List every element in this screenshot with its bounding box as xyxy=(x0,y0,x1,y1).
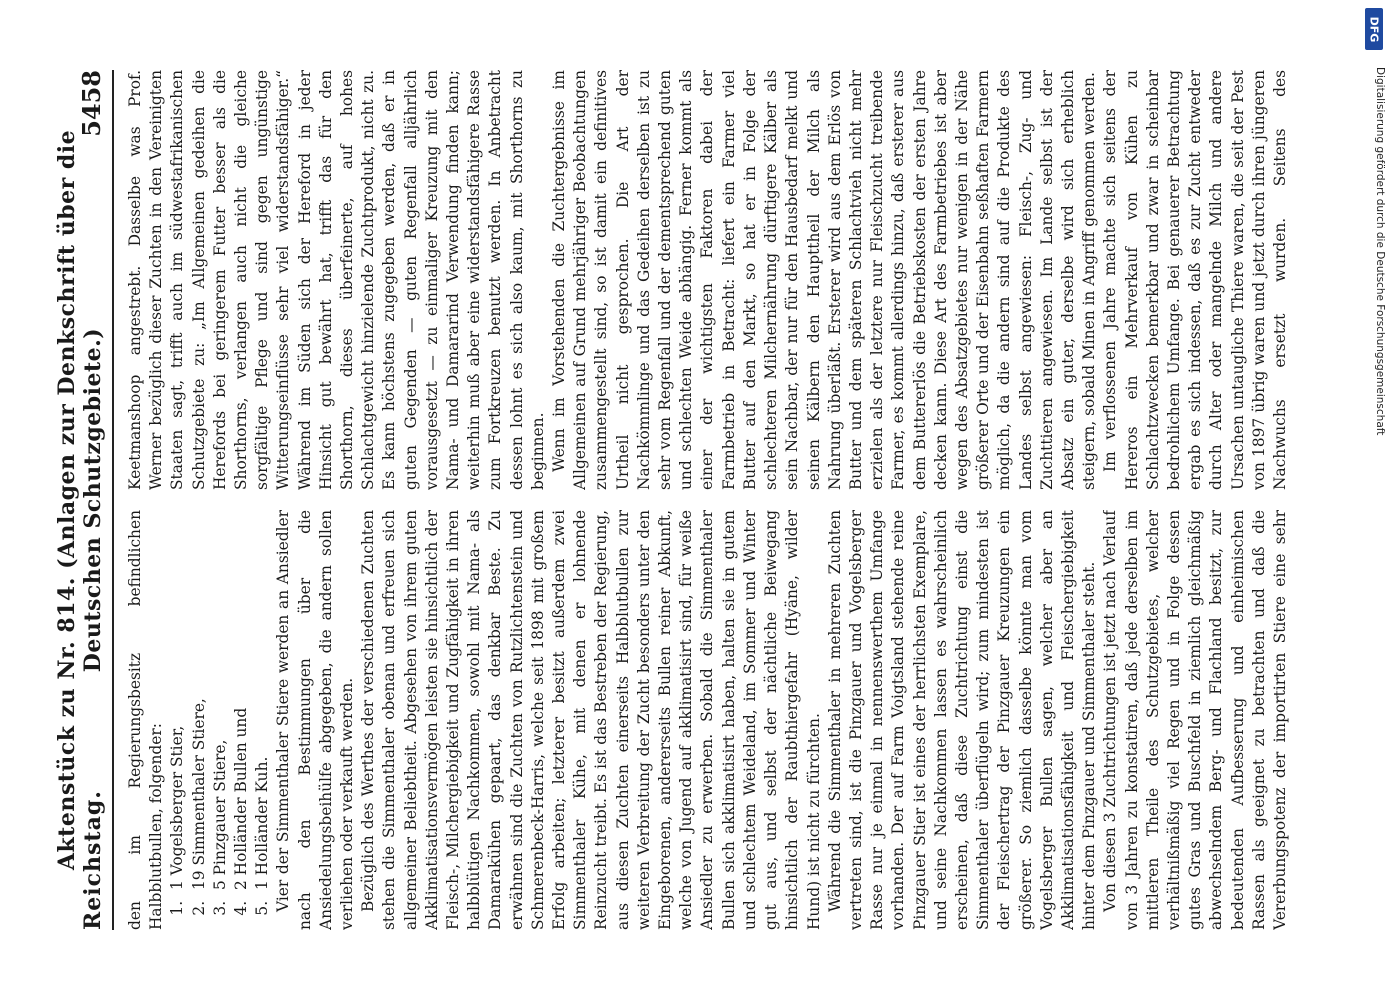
list-item: 2. 19 Simmenthaler Stiere, xyxy=(189,510,210,896)
list-item: 5. 1 Holländer Kuh. xyxy=(252,510,273,896)
right-column xyxy=(125,70,1290,490)
left-column xyxy=(125,510,1290,930)
dfg-logo-icon: DFG xyxy=(1365,8,1383,50)
list-item: 4. 2 Holländer Bullen und xyxy=(231,510,252,896)
page-number: 5458 xyxy=(77,70,106,137)
header-left: Reichstag. xyxy=(80,790,106,930)
paragraph: Von diesen 3 Zuchtrichtungen ist jetzt nach Verlauf von 3 Jahren zu konstatiren, daß jede derselben im mittleren Theile des Schutzgebietes, welcher verhältnißmäßig viel Regen und in Folge dessen gutes Gras und Buschfeld in ziemlich gleichmäßig abwechselndem Berg- und Flachland besitzt, zur bedeutenden Aufbesserung und einheimischen Rassen als geeignet zu betrachten und daß die Vererbungspotenz der importirten Stiere eine sehr xyxy=(1101,510,1289,930)
list-item: 1. 1 Vogelsberger Stier, xyxy=(167,510,188,896)
paragraph: Bezüglich des Werthes der verschiedenen Zuchten stehen die Simmenthaler obenan und erfreuen sich allgemeiner Beliebtheit. Abgesehen von ihrem guten Akklimatisationsvermögen leisten sie hinsichtlich der Fleisch-, Milchergiebigkeit und Zugfähigkeit in ihren halbblütigen Nachkommen, sowohl mit Nama- als Damarakühen gepaart, das denkbar Beste. Zu erwähnen sind die Zuchten von Rutzlichtenstein und Schmerenbeck-Harris, welche seit 1898 mit großem Erfolg arbeiten; letzterer besitzt außerdem zwei Simmenthaler Kühe, mit denen er lohnende Reinzucht treibt. Es ist das Bestreben der Regierung, aus diesen Zuchten einerseits Halbblutbullen zur weiteren Verbreitung der Zucht besonders unter den Eingeborenen, andererseits Bullen reiner Abkunft, welche von Jugend auf akklimatisirt sind, für weiße Ansiedler zu erwerben. Sobald die Simmenthaler Bullen sich akklimatisirt haben, halten sie in gutem und schlechtem Weideland, im Sommer und Winter gut aus, und selbst der nächtliche Beiwegang hinsichtlich der Raubthiergefahr (Hyäne, wilder Hund) ist nicht zu fürchten. xyxy=(359,510,823,930)
paragraph: Im verflossenen Jahre machte sich seitens der Hereros ein Mehrverkauf von Kühen zu Schlachtzwecken bemerkbar und zwar in scheinbar bedrohlichem Umfange. Bei genauerer Betrachtung ergab es sich indessen, daß es zur Zucht entweder durch Alter oder mangelnde Milch und andere Ursachen untaugliche Thiere waren, die seit der Pest von 1897 übrig waren und jetzt durch ihren jüngeren Nachwuchs ersetzt wurden. Seitens des xyxy=(1101,70,1289,490)
paragraph: Vier der Simmenthaler Stiere werden an Ansiedler nach den Bestimmungen über die Ansiedelungsbeihülfe abgegeben, die andern sollen verliehen oder verkauft werden. xyxy=(274,510,357,930)
paragraph: Keetmanshoop angestrebt. Dasselbe was Prof. Werner bezüglich dieser Zuchten in den Vereinigten Staaten sagt, trifft auch im südwestafrikanischen Schutzgebiete zu: „Im Allgemeinen gedeihen die Herefords bei geringerem Futter besser als die Shorthorns, verlangen auch nicht die gleiche sorgfältige Pflege und sind gegen ungünstige Witterungseinflüsse sehr viel widerstandsfähiger.“ Während im Süden sich der Hereford in jeder Hinsicht gut bewährt hat, trifft das für den Shorthorn, dieses überfeinerte, auf hohes Schlachtgewicht hinzielende Zuchtprodukt, nicht zu. Es kann höchstens zugegeben werden, daß er in guten Gegenden — guten Regenfall alljährlich vorausgesetzt — zu einmaliger Kreuzung mit den Nama- und Damararind Verwendung finden kann; weiterhin muß aber eine widerstandsfähigere Rasse zum Fortkreuzen benutzt werden. In Anbetracht dessen lohnt es sich also kaum, mit Shorthorns zu beginnen. xyxy=(126,70,547,490)
page-header xyxy=(54,70,114,930)
digitization-note: Digitalisierung gefördert durch die Deutsche Forschungsgemeinschaft xyxy=(1374,67,1386,436)
digitization-sidebar xyxy=(1363,0,1389,1000)
header-title: Aktenstück zu Nr. 814. (Anlagen zur Denkschrift über die Deutschen Schutzgebiete.) xyxy=(54,129,106,871)
left-intro: den im Regierungsbesitz befindlichen Halbblutbullen, folgender: xyxy=(126,510,166,930)
paragraph: Wenn im Vorstehenden die Zuchtergebnisse im Allgemeinen auf Grund mehrjähriger Beobachtungen zusammengestellt sind, so ist damit ein definitives Urtheil nicht gesprochen. Die Art der Nachkömmlinge und das Gedeihen derselben ist zu sehr vom Regenfall und der dementsprechend guten und schlechten Weide abhängig. Ferner kommt als einer der wichtigsten Faktoren dabei der Farmbetrieb in Betracht: liefert ein Farmer viel Butter auf den Markt, so hat er in Folge der schlechteren Milchernährung dürftigere Kälber als sein Nachbar, der nur für den Hausbedarf melkt und seinen Kälbern den Haupttheil der Milch als Nahrung überläßt. Ersterer wird aus dem Erlös von Butter und dem späteren Schlachtvieh nicht mehr erzielen als der letztere nur Fleischzucht treibende Farmer, es kommt allerdings hinzu, daß ersterer aus dem Buttererlös die Betriebskosten der ersten Jahre decken kann. Diese Art des Farmbetriebes ist aber wegen des Absatzgebietes nur wenigen in der Nähe größerer Orte und der Eisenbahn seßhaften Farmern möglich, da die andern sind auf die Produkte des Landes selbst angewiesen: Fleisch-, Zug- und Zuchttieren angewiesen. Im Lande selbst ist der Absatz ein guter, derselbe wird sich erheblich steigern, sobald Minen in Angriff genommen werden. xyxy=(550,70,1099,490)
list-item: 3. 5 Pinzgauer Stiere, xyxy=(210,510,231,896)
paragraph: Während die Simmenthaler in mehreren Zuchten vertreten sind, ist die Pinzgauer und Vogelsberger Rasse nur je einmal in nennenswerthem Umfange vorhanden. Der auf Farm Voigtsland stehende reine Pinzgauer Stier ist eines der herrlichsten Exemplare, und seine Nachkommen lassen es wahrscheinlich erscheinen, daß diese Zuchtrichtung einst die Simmenthaler überflügeln wird; zum mindesten ist der Fleischertrag der Pinzgauer Kreuzungen ein größerer. So ziemlich dasselbe könnte man vom Vogelsberger Bullen sagen, welcher aber an Akklimatisationsfähigkeit und Fleischergiebigkeit hinter dem Pinzgauer und Simmenthaler steht. xyxy=(825,510,1099,930)
animal-list xyxy=(167,510,273,930)
